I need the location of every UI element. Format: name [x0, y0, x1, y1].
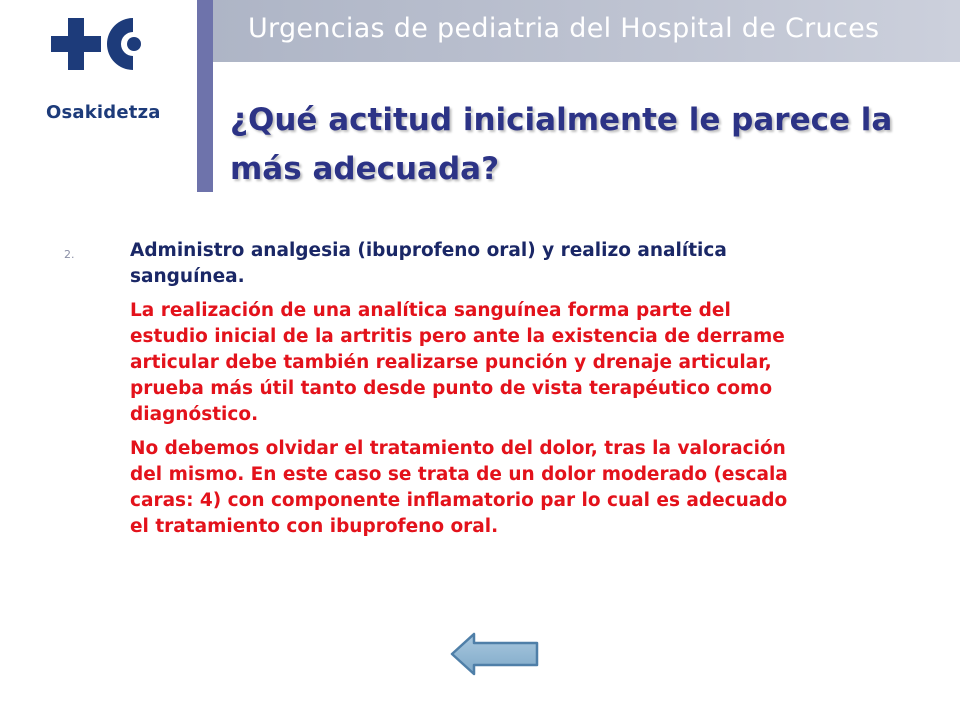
accent-bar	[197, 0, 213, 192]
explanation-text-1: La realización de una analítica sanguínea forma parte del estudio inicial de la artritis pero ante la existencia de derrame articular debe también realizarse punción y drenaje articular, prueba más útil tanto desde punto de vista terapéutico como diagnóstico.	[130, 300, 785, 425]
cross-icon	[51, 18, 101, 70]
slide-content	[64, 238, 904, 540]
slide-title: ¿Qué actitud inicialmente le parece la más adecuada?	[230, 102, 893, 187]
answer-text: Administro analgesia (ibuprofeno oral) y realizo analítica sanguínea.	[130, 240, 727, 287]
item-number: 2.	[64, 248, 75, 261]
brand-name: Osakidetza	[46, 102, 161, 123]
dot-icon	[127, 37, 141, 51]
left-arrow-icon	[452, 634, 537, 674]
header-title: Urgencias de pediatria del Hospital de Cruces	[248, 13, 880, 44]
explanation-text-2: No debemos olvidar el tratamiento del dolor, tras la valoración del mismo. En este caso se trata de un dolor moderado (escala caras: 4) con componente inflamatorio par lo cual es adecuado el tratamiento con ibuprofeno oral.	[130, 438, 788, 537]
back-arrow-button[interactable]	[450, 632, 540, 676]
